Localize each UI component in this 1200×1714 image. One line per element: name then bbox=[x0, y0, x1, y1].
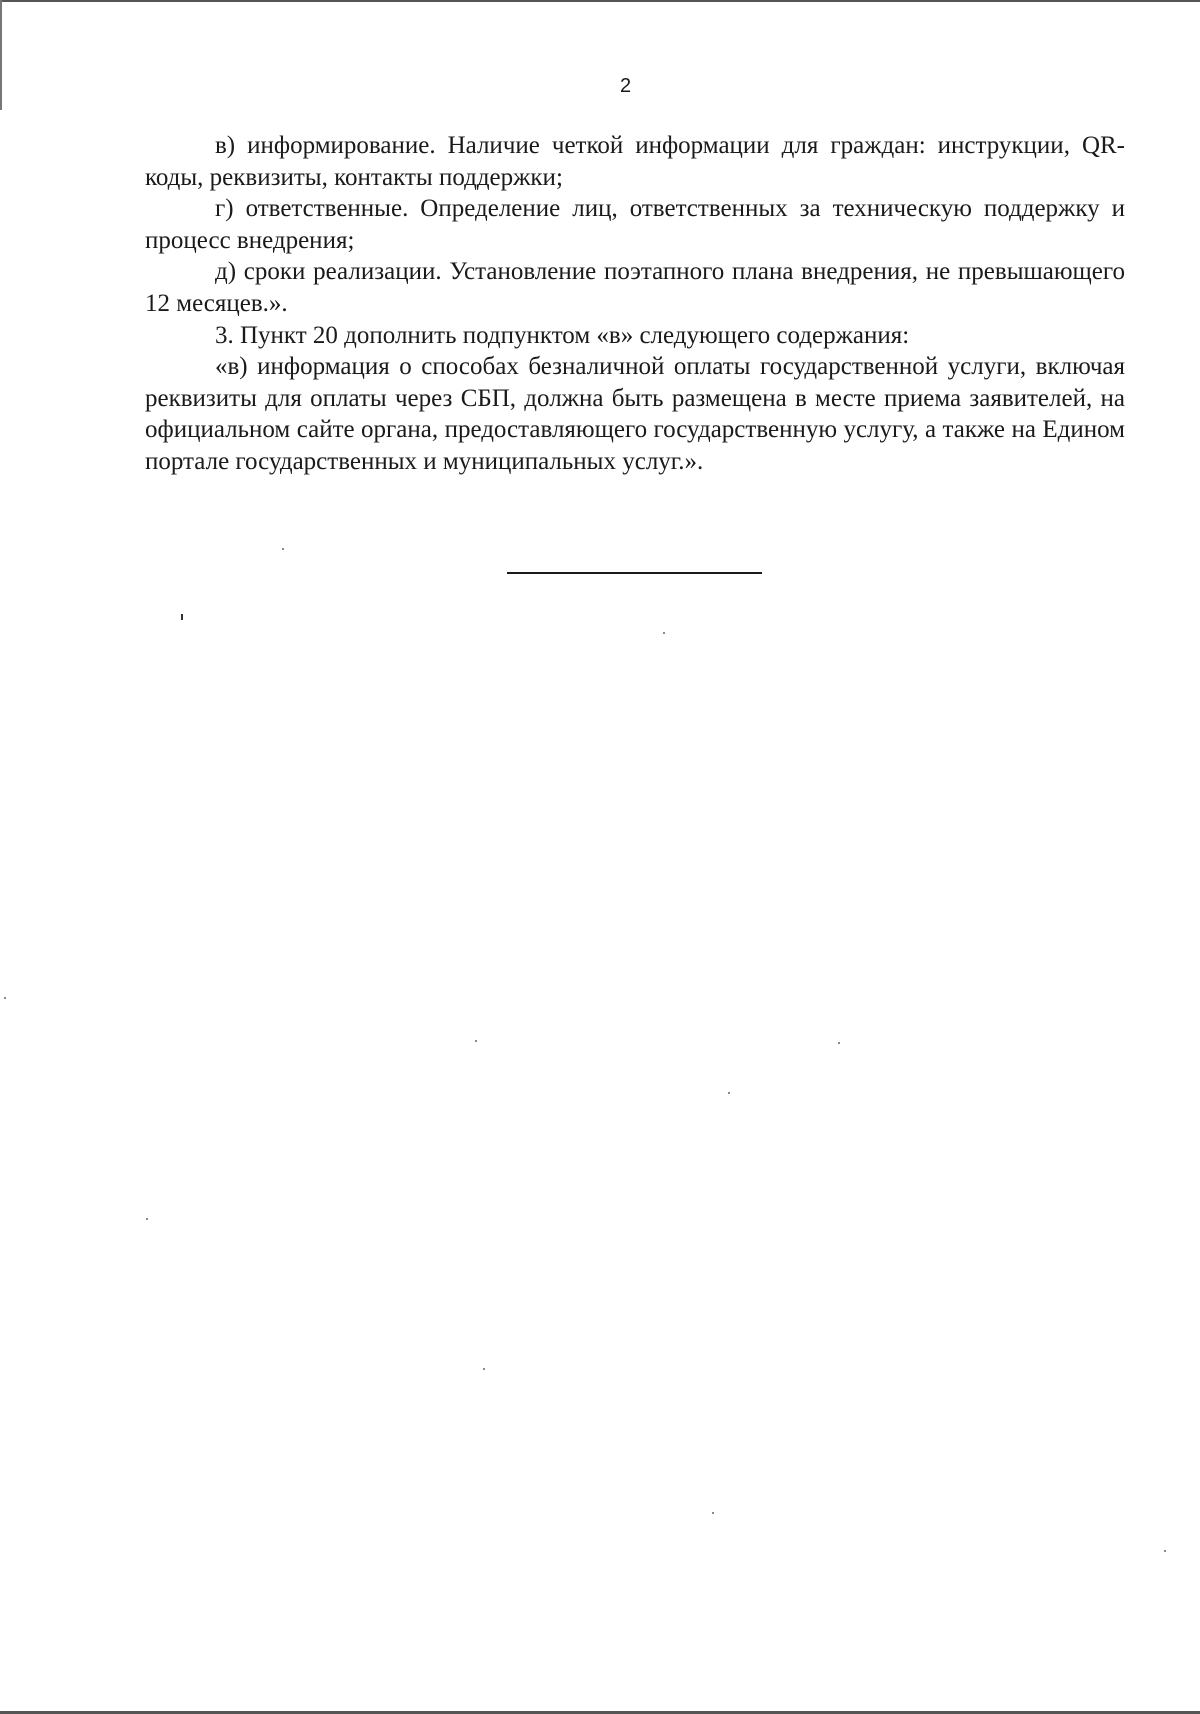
scan-border-left bbox=[0, 0, 2, 110]
scan-speck bbox=[1164, 1550, 1166, 1552]
document-body bbox=[145, 130, 1125, 478]
paragraph-deadlines: д) сроки реализации. Установление поэтапного плана внедрения, не превышающего 12 месяцев.». bbox=[145, 258, 1125, 317]
page-number: 2 bbox=[620, 75, 632, 97]
paragraph-responsible: г) ответственные. Определение лиц, ответственных за техническую поддержку и процесс внедрения; bbox=[145, 195, 1125, 254]
scan-speck bbox=[4, 997, 6, 999]
scan-speck bbox=[728, 1092, 730, 1094]
scan-speck bbox=[475, 1040, 477, 1042]
paragraph-amendment-point-3: 3. Пункт 20 дополнить подпунктом «в» следующего содержания: bbox=[215, 321, 910, 349]
paragraph-informing: в) информирование. Наличие четкой информации для граждан: инструкции, QR-коды, реквизиты, контакты поддержки; bbox=[145, 132, 1125, 191]
scan-speck bbox=[838, 1042, 840, 1044]
scan-speck bbox=[712, 1512, 714, 1514]
scan-speck bbox=[146, 1218, 148, 1220]
scan-speck bbox=[181, 614, 183, 620]
scan-speck bbox=[282, 548, 284, 550]
paragraph-subpoint-v: «в) информация о способах безналичной оплаты государственной услуги, включая реквизиты для оплаты через СБП, должна быть размещена в месте приема заявителей, на официальном сайте органа, предоставляющего государственную услугу, а также на Едином портале государственных и муниципальных услуг.». bbox=[145, 353, 1125, 475]
scan-speck bbox=[663, 632, 665, 634]
closing-divider-line bbox=[507, 572, 762, 574]
scan-speck bbox=[483, 1368, 485, 1370]
scan-border-top bbox=[0, 0, 1200, 2]
